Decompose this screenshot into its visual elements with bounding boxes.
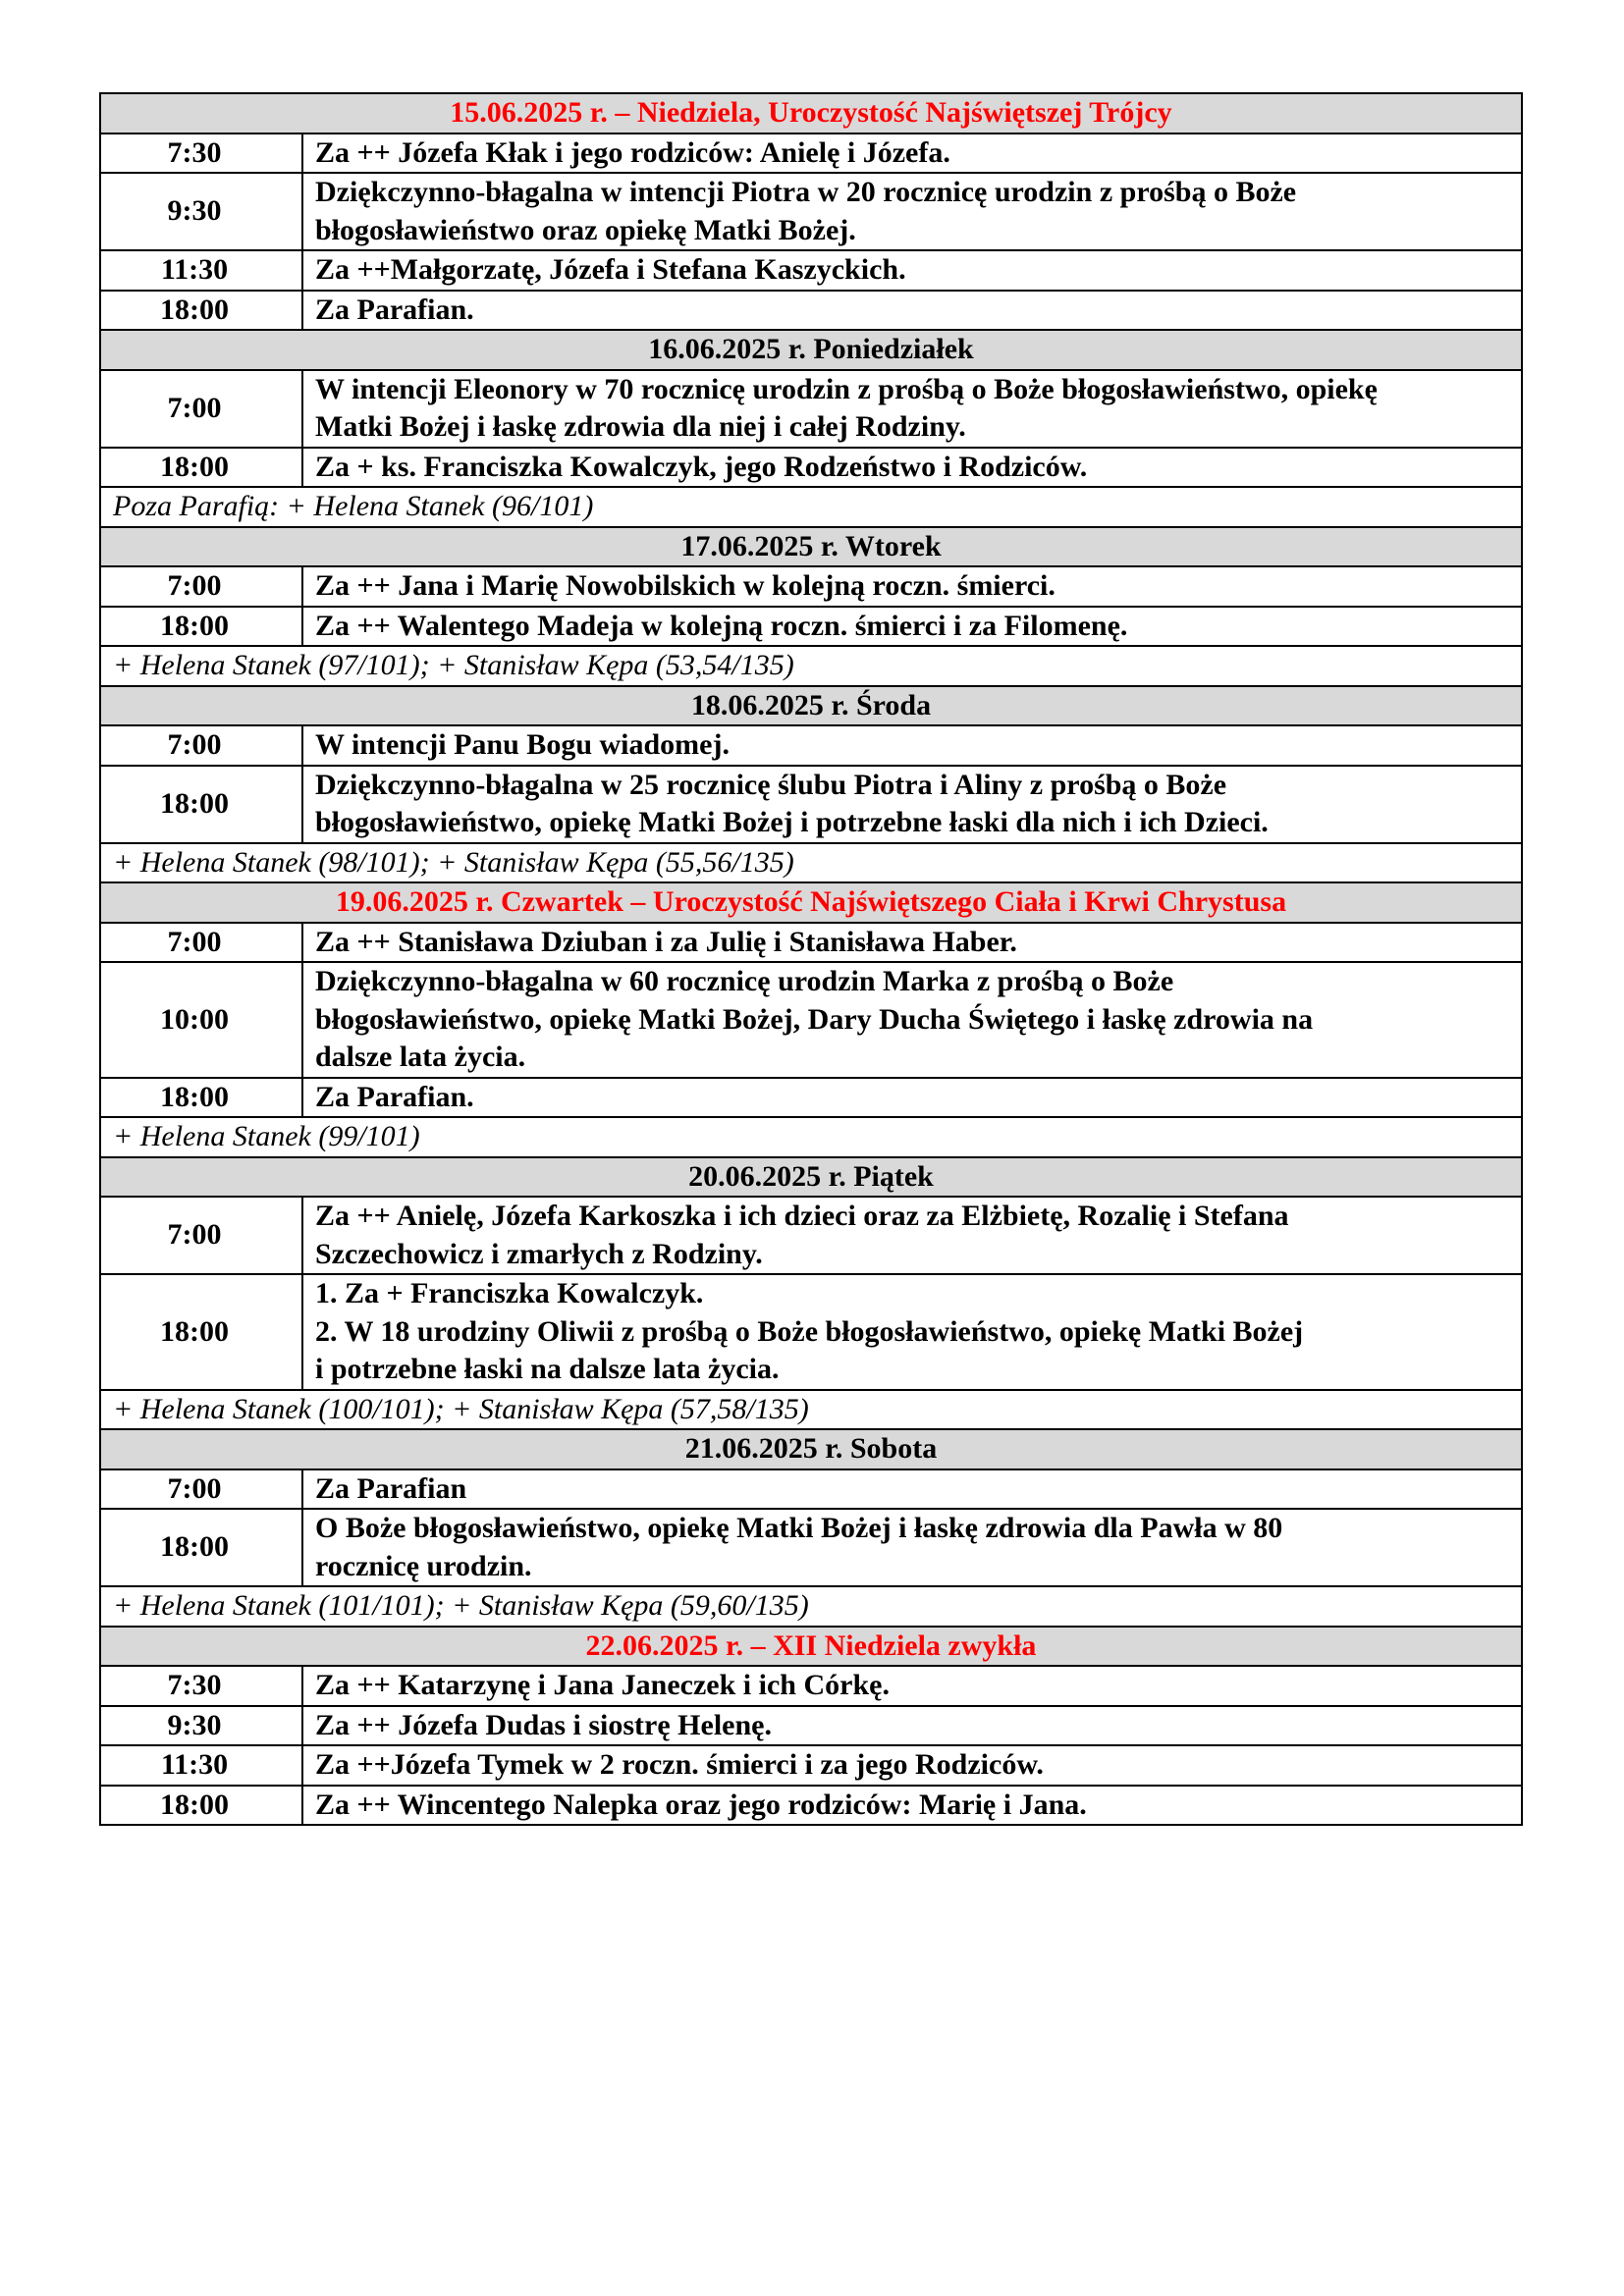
intention-line: Za ++ Jana i Marię Nowobilskich w kolejną roczn. śmierci.: [315, 569, 1056, 602]
mass-time: 18:00: [100, 1078, 302, 1118]
mass-row: [100, 766, 1522, 843]
day-header-row: [100, 1627, 1522, 1667]
day-header: 21.06.2025 r. Sobota: [100, 1429, 1522, 1469]
mass-intention: [302, 1666, 1522, 1706]
day-header-row: [100, 527, 1522, 567]
mass-time: 7:30: [100, 1666, 302, 1706]
mass-time: 18:00: [100, 1274, 302, 1390]
mass-intention: [302, 923, 1522, 963]
mass-time: 18:00: [100, 766, 302, 843]
intention-line: Szczechowicz i zmarłych z Rodziny.: [315, 1237, 763, 1270]
mass-time: 18:00: [100, 1509, 302, 1586]
mass-time: 11:30: [100, 250, 302, 291]
intention-line: błogosławieństwo, opiekę Matki Bożej i potrzebne łaski dla nich i ich Dzieci.: [315, 806, 1269, 838]
note-row: [100, 1586, 1522, 1627]
mass-intention: [302, 1706, 1522, 1746]
mass-time: 18:00: [100, 448, 302, 488]
mass-time: 11:30: [100, 1745, 302, 1786]
intention-line: rocznicę urodzin.: [315, 1549, 532, 1582]
note-row: [100, 1390, 1522, 1430]
mass-time: 7:00: [100, 370, 302, 448]
mass-row: [100, 1706, 1522, 1746]
day-header-row: [100, 93, 1522, 133]
mass-row: [100, 370, 1522, 448]
mass-intention: [302, 1745, 1522, 1786]
day-header: 19.06.2025 r. Czwartek – Uroczystość Najświętszego Ciała i Krwi Chrystusa: [100, 882, 1522, 923]
intention-line: Za ++Józefa Tymek w 2 roczn. śmierci i za jego Rodziców.: [315, 1748, 1044, 1781]
mass-intention: [302, 1469, 1522, 1510]
intention-line: dalsze lata życia.: [315, 1041, 526, 1073]
mass-intention: [302, 1786, 1522, 1826]
intention-line: Dziękczynno-błagalna w 25 rocznicę ślubu Piotra i Aliny z prośbą o Boże: [315, 768, 1227, 801]
mass-time: 9:30: [100, 1706, 302, 1746]
mass-row: [100, 1509, 1522, 1586]
mass-row: [100, 566, 1522, 607]
mass-time: 9:30: [100, 173, 302, 250]
mass-time: 18:00: [100, 1786, 302, 1826]
intention-line: Matki Bożej i łaskę zdrowia dla niej i całej Rodziny.: [315, 410, 966, 443]
mass-time: 7:00: [100, 1469, 302, 1510]
intention-line: Za Parafian.: [315, 293, 474, 326]
mass-time: 18:00: [100, 291, 302, 331]
intention-line: Za + ks. Franciszka Kowalczyk, jego Rodzeństwo i Rodziców.: [315, 450, 1088, 483]
mass-time: 7:00: [100, 566, 302, 607]
intention-line: Za Parafian: [315, 1471, 467, 1505]
mass-row: [100, 1274, 1522, 1390]
mass-intention: [302, 1197, 1522, 1274]
mass-time: 10:00: [100, 962, 302, 1078]
day-header: 22.06.2025 r. – XII Niedziela zwykła: [100, 1627, 1522, 1667]
intention-line: błogosławieństwo, opiekę Matki Bożej, Dary Ducha Świętego i łaskę zdrowia na: [315, 1002, 1314, 1036]
mass-row: [100, 133, 1522, 174]
mass-intentions-body: [100, 93, 1522, 1825]
mass-row: [100, 962, 1522, 1078]
day-header: 17.06.2025 r. Wtorek: [100, 527, 1522, 567]
mass-row: [100, 250, 1522, 291]
additional-intentions-note: + Helena Stanek (99/101): [100, 1117, 1522, 1157]
note-row: [100, 487, 1522, 527]
day-header-row: [100, 1429, 1522, 1469]
intention-line: i potrzebne łaski na dalsze lata życia.: [315, 1353, 780, 1385]
intention-line: 2. W 18 urodziny Oliwii z prośbą o Boże błogosławieństwo, opiekę Matki Bożej: [315, 1314, 1304, 1348]
mass-time: 7:30: [100, 133, 302, 174]
intention-line: W intencji Eleonory w 70 rocznicę urodzin z prośbą o Boże błogosławieństwo, opiekę: [315, 372, 1378, 405]
mass-intention: [302, 448, 1522, 488]
intention-line: Dziękczynno-błagalna w intencji Piotra w 20 rocznicę urodzin z prośbą o Boże: [315, 176, 1297, 208]
intention-line: Za ++Małgorzatę, Józefa i Stefana Kaszyckich.: [315, 253, 906, 286]
additional-intentions-note: + Helena Stanek (97/101); + Stanisław Kępa (53,54/135): [100, 646, 1522, 686]
intention-line: 1. Za + Franciszka Kowalczyk.: [315, 1277, 704, 1309]
mass-row: [100, 1786, 1522, 1826]
mass-row: [100, 291, 1522, 331]
day-header-row: [100, 686, 1522, 726]
day-header: 18.06.2025 r. Środa: [100, 686, 1522, 726]
mass-time: 7:00: [100, 725, 302, 766]
mass-row: [100, 1469, 1522, 1510]
mass-row: [100, 448, 1522, 488]
day-header: 15.06.2025 r. – Niedziela, Uroczystość Najświętszej Trójcy: [100, 93, 1522, 133]
intention-line: Za ++ Wincentego Nalepka oraz jego rodziców: Marię i Jana.: [315, 1788, 1087, 1821]
day-header-row: [100, 882, 1522, 923]
mass-row: [100, 1745, 1522, 1786]
mass-row: [100, 725, 1522, 766]
note-row: [100, 843, 1522, 883]
note-row: [100, 646, 1522, 686]
day-header-row: [100, 1157, 1522, 1198]
mass-intention: [302, 607, 1522, 647]
mass-intention: [302, 173, 1522, 250]
additional-intentions-note: + Helena Stanek (98/101); + Stanisław Kępa (55,56/135): [100, 843, 1522, 883]
mass-intention: [302, 133, 1522, 174]
day-header: 16.06.2025 r. Poniedziałek: [100, 330, 1522, 370]
mass-intentions-table: [99, 92, 1523, 1826]
mass-intention: [302, 725, 1522, 766]
mass-time: 7:00: [100, 1197, 302, 1274]
mass-row: [100, 1078, 1522, 1118]
intention-line: Za ++ Stanisława Dziuban i za Julię i Stanisława Haber.: [315, 925, 1017, 958]
mass-time: 18:00: [100, 607, 302, 647]
intention-line: Za Parafian.: [315, 1080, 474, 1113]
day-header: 20.06.2025 r. Piątek: [100, 1157, 1522, 1198]
intention-line: Za ++ Józefa Dudas i siostrę Helenę.: [315, 1708, 772, 1741]
mass-intention: [302, 1274, 1522, 1390]
mass-intention: [302, 1078, 1522, 1118]
mass-intention: [302, 566, 1522, 607]
intention-line: Za ++ Katarzynę i Jana Janeczek i ich Córkę.: [315, 1669, 890, 1701]
day-header-row: [100, 330, 1522, 370]
mass-intention: [302, 291, 1522, 331]
mass-intention: [302, 766, 1522, 843]
mass-intention: [302, 1509, 1522, 1586]
intention-line: W intencji Panu Bogu wiadomej.: [315, 728, 730, 761]
additional-intentions-note: + Helena Stanek (100/101); + Stanisław Kępa (57,58/135): [100, 1390, 1522, 1430]
mass-time: 7:00: [100, 923, 302, 963]
note-row: [100, 1117, 1522, 1157]
intention-line: O Boże błogosławieństwo, opiekę Matki Bożej i łaskę zdrowia dla Pawła w 80: [315, 1512, 1283, 1544]
additional-intentions-note: Poza Parafią: + Helena Stanek (96/101): [100, 487, 1522, 527]
mass-row: [100, 607, 1522, 647]
intention-line: Dziękczynno-błagalna w 60 rocznicę urodzin Marka z prośbą o Boże: [315, 965, 1174, 997]
mass-row: [100, 923, 1522, 963]
mass-row: [100, 173, 1522, 250]
additional-intentions-note: + Helena Stanek (101/101); + Stanisław Kępa (59,60/135): [100, 1586, 1522, 1627]
mass-intention: [302, 962, 1522, 1078]
mass-row: [100, 1666, 1522, 1706]
mass-row: [100, 1197, 1522, 1274]
intention-line: Za ++ Walentego Madeja w kolejną roczn. śmierci i za Filomenę.: [315, 609, 1128, 642]
intention-line: Za ++ Józefa Kłak i jego rodziców: Anielę i Józefa.: [315, 135, 950, 169]
intention-line: Za ++ Anielę, Józefa Karkoszka i ich dzieci oraz za Elżbietę, Rozalię i Stefana: [315, 1200, 1289, 1232]
intention-line: błogosławieństwo oraz opiekę Matki Bożej.: [315, 213, 856, 246]
mass-intention: [302, 370, 1522, 448]
mass-intention: [302, 250, 1522, 291]
